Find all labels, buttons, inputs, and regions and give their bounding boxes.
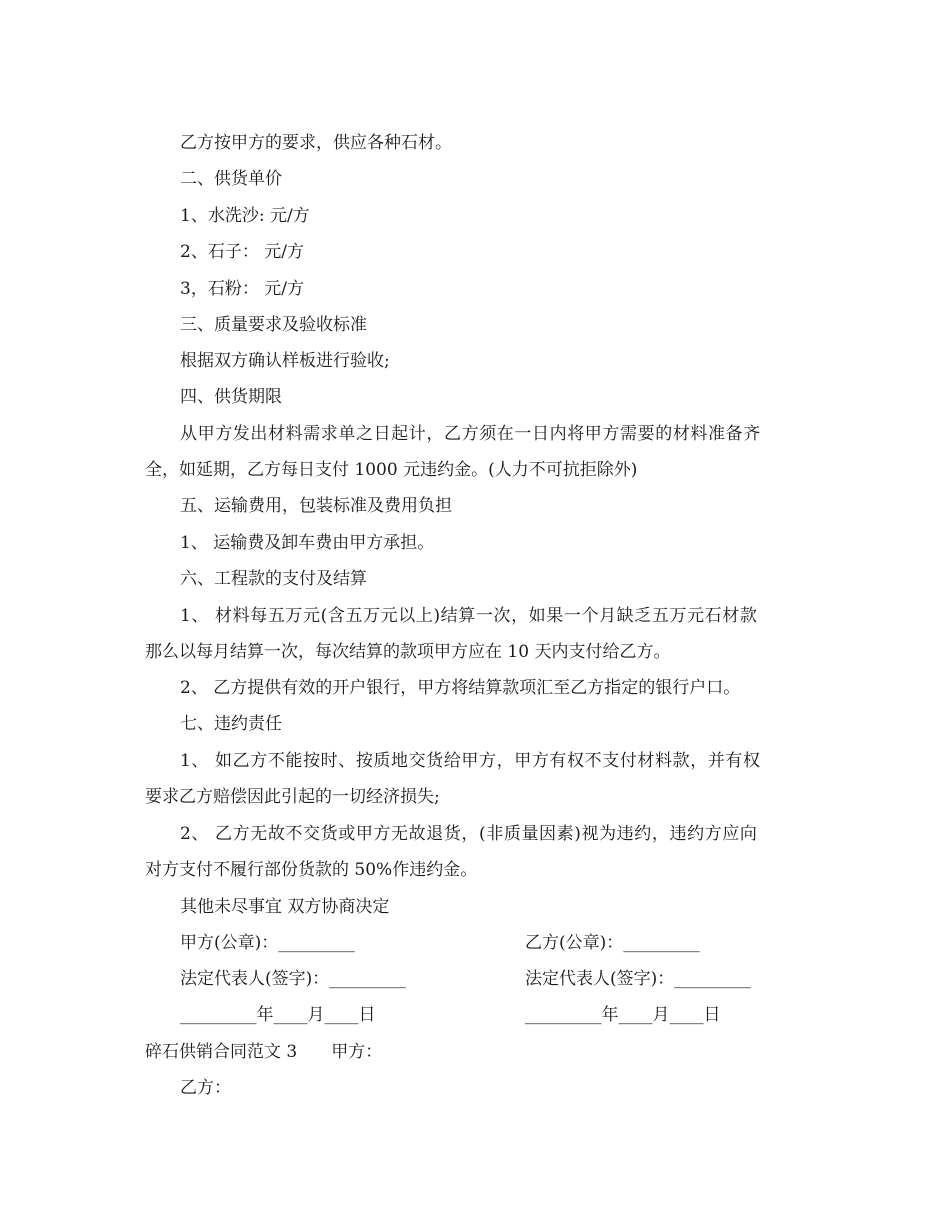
party-b-seal-field: 乙方(公章)：_________ (525, 933, 700, 953)
party-a-date-field: _________年____月____日 (180, 1005, 376, 1025)
section-6-title: 六、工程款的支付及结算 (180, 569, 367, 589)
next-contract-party-b: 乙方： (180, 1078, 231, 1098)
section-7-item-1-line-1: 1、 如乙方不能按时、按质地交货给甲方，甲方有权不支付材料款，并有权 (180, 751, 761, 771)
section-4-text-line-2: 全，如延期，乙方每日支付 1000 元违约金。(人力不可抗拒除外) (145, 460, 638, 480)
section-2-title: 二、供货单价 (180, 169, 282, 189)
section-5-item-1: 1、 运输费及卸车费由甲方承担。 (180, 533, 435, 553)
section-5-title: 五、运输费用，包装标准及费用负担 (180, 496, 452, 516)
section-7-item-1-line-2: 要求乙方赔偿因此引起的一切经济损失; (145, 787, 440, 807)
section-6-item-2: 2、 乙方提供有效的开户银行，甲方将结算款项汇至乙方指定的银行户口。 (180, 678, 741, 698)
party-b-date-field: _________年____月____日 (525, 1005, 721, 1025)
party-b-representative-field: 法定代表人(签字)：_________ (525, 969, 751, 989)
section-3-title: 三、质量要求及验收标准 (180, 315, 367, 335)
section-7-title: 七、违约责任 (180, 714, 282, 734)
section-7-item-2-line-1: 2、 乙方无故不交货或甲方无故退货，(非质量因素)视为违约，违约方应向 (180, 824, 758, 844)
supply-paragraph: 乙方按甲方的要求，供应各种石材。 (180, 133, 452, 153)
price-item-1: 1、水洗沙: 元/方 (180, 206, 310, 226)
section-7-item-2-line-2: 对方支付不履行部份货款的 50%作违约金。 (145, 860, 478, 880)
price-item-3: 3，石粉： 元/方 (180, 279, 304, 299)
section-3-text: 根据双方确认样板进行验收; (180, 351, 390, 371)
section-6-item-1-line-1: 1、 材料每五万元(含五万元以上)结算一次，如果一个月缺乏五万元石材款 (180, 606, 758, 626)
section-4-text-line-1: 从甲方发出材料需求单之日起计，乙方须在一日内将甲方需要的材料准备齐 (180, 424, 761, 444)
party-a-representative-field: 法定代表人(签字)：_________ (180, 969, 406, 989)
other-terms: 其他未尽事宜 双方协商决定 (180, 897, 390, 917)
party-a-seal-field: 甲方(公章)：_________ (180, 933, 355, 953)
section-4-title: 四、供货期限 (180, 387, 282, 407)
next-contract-title: 碎石供销合同范文 3 甲方： (145, 1042, 383, 1062)
section-6-item-1-line-2: 那么以每月结算一次，每次结算的款项甲方应在 10 天内支付给乙方。 (145, 642, 671, 662)
price-item-2: 2、石子： 元/方 (180, 242, 304, 262)
